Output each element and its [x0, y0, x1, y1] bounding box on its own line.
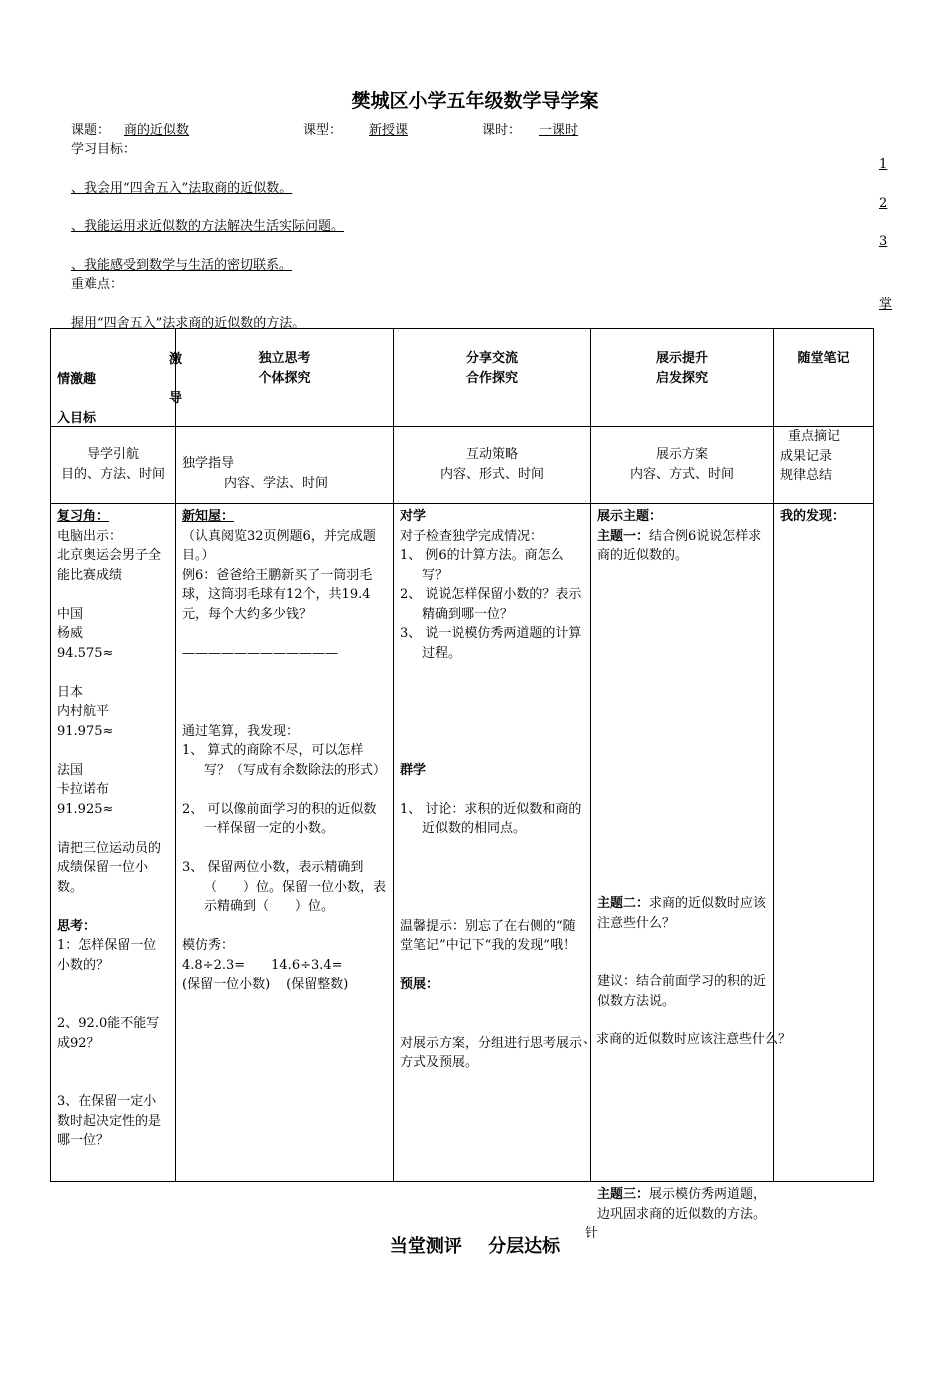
header-c5: 随堂笔记: [797, 351, 850, 366]
header-c2-b: 个体探究: [258, 370, 311, 386]
page-title: 樊城区小学五年级数学导学案: [351, 90, 599, 112]
lesson-table: [50, 328, 874, 1241]
sub-cell-3: [394, 427, 591, 504]
table-body-row: [51, 504, 874, 1182]
header-c4-a: 展示提升: [655, 351, 708, 366]
theme-1-text: 结合例6说说怎样求商的近似数的。: [597, 528, 762, 563]
body-cell-1: [51, 504, 176, 1182]
header-c3-a: 分享交流: [465, 351, 518, 366]
objectives-label: 学习目标：: [71, 142, 137, 157]
sub-c4-a: 展示方案: [655, 447, 708, 462]
sub-c3-b: 内容、形式、时间: [439, 466, 544, 482]
imitate-req-1: (保留一位小数): [182, 977, 271, 992]
review-task: 请把三位运动员的成绩保留一位小数。: [57, 840, 162, 895]
review-line-2: 北京奥运会男子全能比赛成绩: [57, 548, 162, 583]
objective-3: 、我能感受到数学与生活的密切联系。: [71, 258, 293, 273]
preview-text: 对展示方案，分组进行思考展示方式及预展。: [400, 1035, 583, 1070]
footer-title: 当堂测评 分层达标: [389, 1236, 561, 1257]
body-cell-4: [583, 504, 792, 1241]
imitate-expr-1: 4.8÷2.3=: [182, 957, 246, 973]
sub-c2-a: 独学指导: [182, 456, 235, 471]
sub-c5-c: 规律总结: [780, 468, 833, 483]
header-c2-a: 独立思考: [258, 351, 311, 366]
topic-value: 商的近似数: [124, 123, 190, 138]
discovery-lead: 通过笔算，我发现：: [182, 723, 300, 739]
topic-label: 课题：: [71, 123, 111, 138]
keypoint-label: 重难点：: [71, 277, 124, 292]
athlete-score-2: 91.975≈: [57, 723, 114, 739]
keypoint-text: 握用“四舍五入”法求商的近似数的方法。: [71, 316, 306, 331]
header-cell-1: [51, 329, 183, 427]
my-discovery-heading: 我的发现：: [780, 509, 846, 524]
objective-1: 、我会用“四舍五入”法取商的近似数。: [71, 181, 293, 196]
stray-char: 针: [585, 1226, 599, 1241]
think-question-3: 3、在保留一定小数时起决定性的是哪一位？: [57, 1094, 162, 1148]
sub-c1-a: 导学引航: [86, 447, 139, 462]
warm-tip: 温馨提示：别忘了在右侧的“随堂笔记”中记下“我的发现”哦！: [400, 918, 576, 953]
objective-2: 、我能运用求近似数的方法解决生活实际问题。: [71, 219, 345, 234]
table-sub-row: [51, 427, 874, 504]
group-point-1: 1、 讨论：求积的近似数和商的近似数的相同点。: [400, 801, 582, 836]
theme-3-label: 主题三：: [597, 1187, 650, 1202]
review-line-1: 电脑出示：: [57, 528, 123, 544]
type-label: 课型：: [303, 123, 343, 138]
answer-blank-line: ————————————: [182, 645, 338, 661]
header-c1-mid: 情激趣: [57, 372, 97, 387]
side-mark-4: 掌: [879, 297, 893, 312]
athlete-name-1: 杨威: [57, 626, 84, 641]
header-c1-guide: 导: [169, 391, 183, 406]
sub-c3-a: 互动策略: [465, 447, 518, 462]
header-c4-b: 启发探究: [655, 370, 708, 386]
side-mark-1: 1: [879, 157, 888, 172]
pair-point-3: 3、 说一说模仿秀两道题的计算过程。: [400, 626, 582, 661]
think-heading: 思考：: [57, 918, 97, 934]
athlete-country-1: 中国: [57, 606, 84, 622]
sub-cell-4: [591, 427, 774, 504]
period-value: 一课时: [539, 123, 579, 138]
think-question-1: 1：怎样保留一位小数的？: [57, 938, 157, 973]
discovery-point-2: 2、 可以像前面学习的积的近似数一样保留一定的小数。: [182, 801, 377, 836]
athlete-score-1: 94.575≈: [57, 645, 114, 661]
side-mark-2: 2: [879, 196, 888, 211]
preview-heading: 预展：: [400, 977, 440, 992]
header-cell-2: [176, 329, 394, 427]
side-mark-3: 3: [879, 234, 888, 249]
imitate-expr-2: 14.6÷3.4=: [271, 957, 343, 973]
type-value: 新授课: [369, 123, 409, 138]
discovery-point-1: 1、 算式的商除不尽，可以怎样写？（写成有余数除法的形式）: [182, 743, 387, 778]
table-header-row: [51, 329, 874, 427]
sub-c5-a: 重点摘记: [788, 429, 841, 444]
sub-c2-b: 内容、学法、时间: [224, 475, 329, 491]
sub-cell-5: [774, 427, 874, 504]
example-6-text: 例6：爸爸给王鹏新买了一筒羽毛球，这筒羽毛球有12个，共19.4元，每个大约多少钱？: [182, 567, 373, 622]
display-theme-heading: 展示主题：: [597, 509, 663, 524]
theme-2-suggestion: 建议：结合前面学习的积的近似数方法说。: [597, 974, 767, 1009]
header-cell-3: [394, 329, 591, 427]
pair-learning-heading: 对学: [400, 509, 427, 524]
body-cell-3: [394, 504, 591, 1182]
theme-3-text: 展示模仿秀两道题，边巩固求商的近似数的方法。: [597, 1187, 767, 1222]
imitate-req-2: (保留整数): [286, 977, 349, 992]
sub-c1-b: 目的、方法、时间: [60, 466, 165, 482]
discovery-point-3: 3、 保留两位小数，表示精确到（ ）位。保留一位小数，表示精确到（ ）位。: [182, 860, 387, 914]
pair-point-2: 2、 说说怎样保留小数的？表示精确到哪一位？: [400, 587, 582, 622]
header-c1-top: 激: [169, 352, 183, 367]
new-knowledge-heading: 新知屋：: [182, 509, 235, 524]
imitate-heading: 模仿秀：: [182, 938, 235, 953]
body-cell-2: [176, 504, 394, 1182]
group-learning-heading: 群学: [400, 762, 427, 778]
athlete-name-3: 卡拉诺布: [57, 782, 110, 797]
period-label: 课时：: [482, 123, 522, 138]
sub-cell-1: [51, 427, 176, 504]
sub-c5-b: 成果记录: [780, 448, 833, 464]
pair-learning-intro: 对子检查独学完成情况：: [400, 528, 544, 544]
header-cell-4: [591, 329, 774, 427]
review-heading: 复习角：: [57, 509, 110, 524]
header-c1-bottom: 入目标: [57, 411, 97, 426]
sub-cell-2: [176, 427, 394, 504]
sub-c4-b: 内容、方式、时间: [629, 466, 734, 482]
athlete-name-2: 内村航平: [57, 704, 110, 719]
pair-point-1: 1、 例6的计算方法。商怎么写？: [400, 548, 564, 583]
theme-1-label: 主题一：: [597, 528, 650, 544]
new-knowledge-instruction: （认真阅览32页例题6，并完成题目。）: [182, 528, 376, 563]
athlete-country-2: 日本: [57, 684, 84, 700]
header-cell-5: [774, 329, 874, 427]
theme-2-text: 求商的近似数时应该注意些什么？: [597, 896, 767, 931]
header-c3-b: 合作探究: [465, 370, 518, 386]
think-question-2: 2、92.0能不能写成92？: [57, 1016, 160, 1051]
athlete-country-3: 法国: [57, 762, 84, 778]
theme-2-label: 主题二：: [597, 896, 650, 911]
athlete-score-3: 91.925≈: [57, 801, 114, 817]
body-cell-5: [774, 504, 874, 1182]
theme-2-note: 、求商的近似数时应该注意些什么？: [583, 1032, 792, 1047]
